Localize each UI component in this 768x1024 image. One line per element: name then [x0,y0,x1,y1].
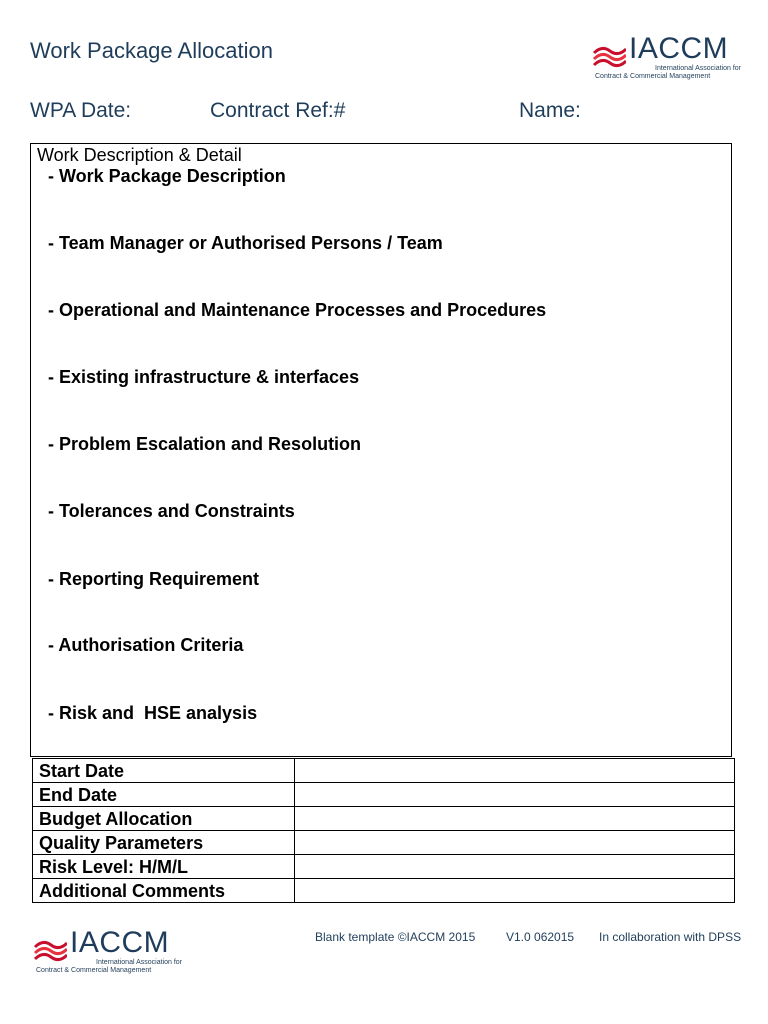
table-row [33,831,735,855]
iaccm-wave-icon [33,937,67,965]
desc-item-reporting: - Reporting Requirement [48,569,260,589]
logo-brand: IACCM [70,926,170,959]
start-date-label: Start Date [33,759,295,783]
budget-allocation-value[interactable] [295,807,735,831]
desc-item-infrastructure: - Existing infrastructure & interfaces [48,367,360,387]
iaccm-logo-bottom [33,928,182,974]
additional-comments-value[interactable] [295,879,735,903]
table-row [33,759,735,783]
additional-comments-label: Additional Comments [33,879,295,903]
end-date-label: End Date [33,783,295,807]
end-date-value[interactable] [295,783,735,807]
page-title: Work Package Allocation [30,38,273,63]
desc-item-escalation: - Problem Escalation and Resolution [48,434,362,454]
contract-ref-label: Contract Ref:# [210,99,346,122]
fields-table [32,758,735,903]
desc-item-operational: - Operational and Maintenance Processes and Procedures [48,300,547,320]
table-row [33,879,735,903]
work-description-heading: Work Description & Detail [37,145,242,165]
work-description-box [30,143,732,757]
desc-item-tolerances: - Tolerances and Constraints [48,501,295,521]
iaccm-logo-top [592,34,741,80]
table-row [33,807,735,831]
desc-item-team-manager: - Team Manager or Authorised Persons / Team [48,233,443,253]
desc-item-risk: - Risk and HSE analysis [48,703,258,723]
risk-level-value[interactable] [295,855,735,879]
logo-line2: Contract & Commercial Management [595,73,711,80]
iaccm-wave-icon [592,43,626,71]
footer-copyright: Blank template ©IACCM 2015 [315,930,476,944]
start-date-value[interactable] [295,759,735,783]
quality-parameters-value[interactable] [295,831,735,855]
desc-item-work-package: - Work Package Description [48,166,286,186]
logo-line1: International Association for [96,959,182,966]
logo-line2: Contract & Commercial Management [36,967,152,974]
logo-line1: International Association for [655,65,741,72]
table-row [33,783,735,807]
desc-item-authorisation: - Authorisation Criteria [48,635,244,655]
name-label: Name: [519,99,581,122]
quality-parameters-label: Quality Parameters [33,831,295,855]
footer-collaboration: In collaboration with DPSS [599,930,742,944]
budget-allocation-label: Budget Allocation [33,807,295,831]
footer-version: V1.0 062015 [506,930,575,944]
risk-level-label: Risk Level: H/M/L [33,855,295,879]
wpa-date-label: WPA Date: [30,99,132,122]
logo-brand: IACCM [629,32,729,65]
table-row [33,855,735,879]
